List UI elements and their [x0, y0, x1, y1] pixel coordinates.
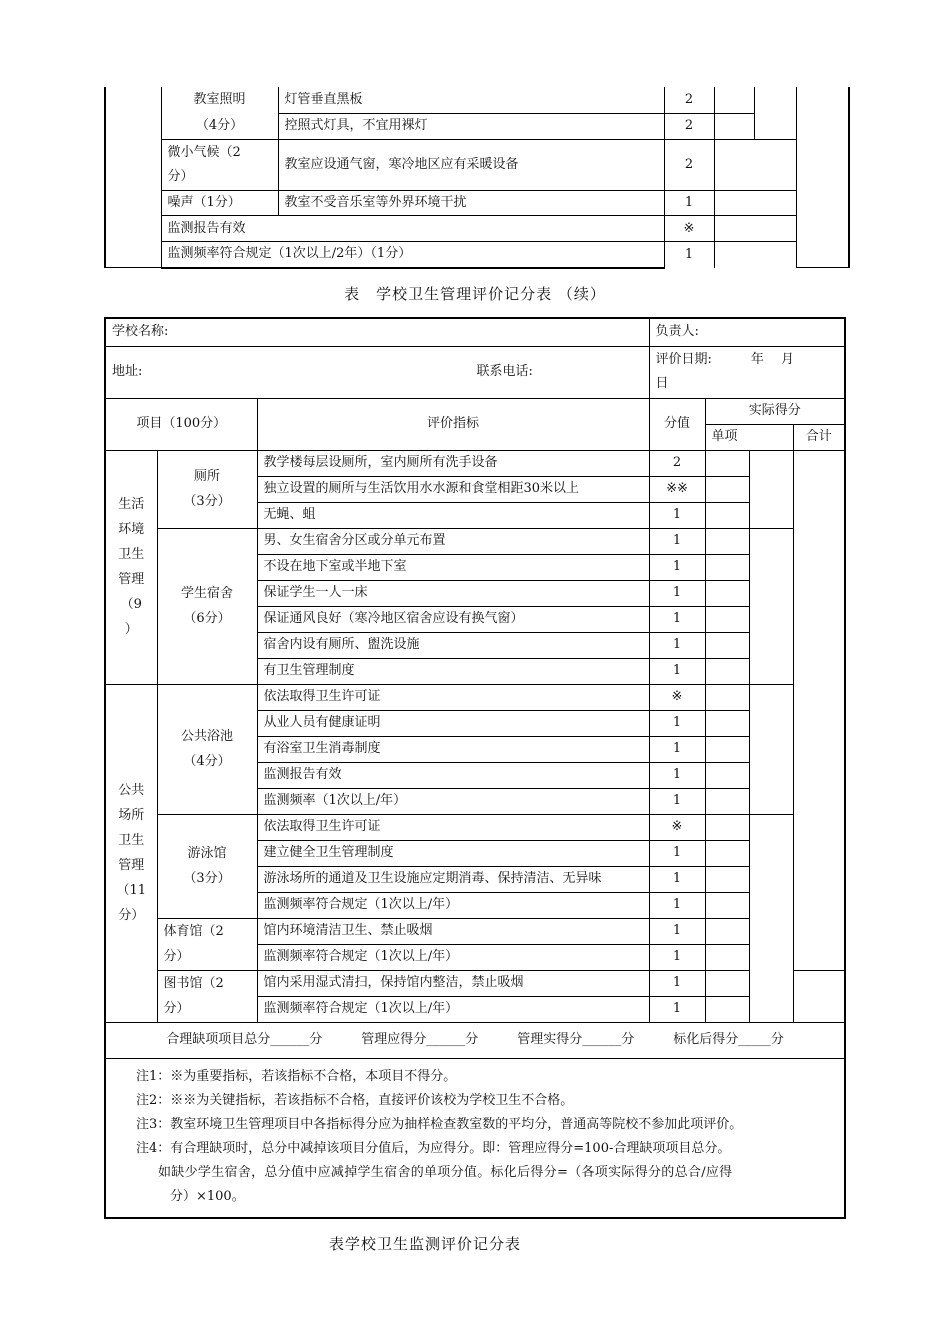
subtotal-cell: [749, 684, 793, 814]
indicator-score: 1: [649, 502, 705, 528]
group-name: 学生宿舍 （6分）: [157, 528, 257, 684]
col-single-header: 单项: [705, 424, 793, 450]
col-item-header: 项目（100分）: [105, 398, 257, 450]
top-row-single: [714, 87, 754, 113]
single-cell: [705, 814, 749, 840]
top-row-actual: [714, 191, 796, 216]
eval-date-label: 评价日期: 年 月 日: [649, 346, 845, 398]
top-row-actual: [714, 216, 796, 242]
note-2: 注2：※※为关键指标，若该指标不合格，直接评价该校为学校卫生不合格。: [136, 1092, 574, 1108]
top-row-indicator: 教室应设通气窗，寒冷地区应有采暖设备: [278, 140, 664, 191]
caption-title: 表 学校卫生管理评价记分表 （续）: [344, 285, 606, 303]
single-cell: [705, 528, 749, 554]
single-cell: [705, 554, 749, 580]
indicator-score: 1: [649, 944, 705, 970]
single-cell: [705, 970, 749, 996]
single-cell: [705, 866, 749, 892]
section-name: 公共 场所 卫生 管理 （11 分）: [105, 684, 157, 1022]
single-cell: [705, 996, 749, 1022]
indicator-score: 1: [649, 996, 705, 1022]
single-cell: [705, 476, 749, 502]
single-cell: [705, 944, 749, 970]
indicator-score: 1: [649, 866, 705, 892]
indicator-score: 1: [649, 970, 705, 996]
single-cell: [705, 710, 749, 736]
indicator-text: 独立设置的厕所与生活饮用水水源和食堂相距30米以上: [257, 476, 649, 502]
top-row-indicator: 灯管垂直黑板: [278, 87, 664, 113]
top-row-sub: 微小气候（2 分）: [161, 140, 278, 191]
note-3: 注3：教室环境卫生管理项目中各指标得分应为抽样检查教室数的平均分，普通高等院校不参加此项评价。: [136, 1116, 743, 1132]
address-label: 地址:: [112, 364, 143, 379]
note-1: 注1：※为重要指标，若该指标不合格，本项目不得分。: [136, 1068, 457, 1084]
indicator-text: 监测频率符合规定（1次以上/年）: [257, 892, 649, 918]
single-cell: [705, 580, 749, 606]
indicator-text: 游泳场所的通道及卫生设施应定期消毒、保持清洁、无异味: [257, 866, 649, 892]
top-row-score: 2: [664, 113, 714, 139]
subtotal-cell: [749, 814, 793, 1022]
indicator-text: 监测报告有效: [257, 762, 649, 788]
indicator-score: 1: [649, 736, 705, 762]
note-5: 如缺少学生宿舍，总分值中应减掉学生宿舍的单项分值。标化后得分=（各项实际得分的总合/应得: [158, 1164, 733, 1180]
indicator-text: 监测频率符合规定（1次以上/年）: [257, 944, 649, 970]
indicator-score: 1: [649, 658, 705, 684]
note-6: 分）×100。: [170, 1188, 245, 1204]
indicator-score: ※: [649, 684, 705, 710]
indicator-score: 2: [649, 450, 705, 476]
indicator-score: 1: [649, 788, 705, 814]
single-cell: [705, 918, 749, 944]
address-phone-row: [105, 346, 649, 398]
indicator-score: 1: [649, 632, 705, 658]
indicator-score: ※: [649, 814, 705, 840]
top-row-sub: 噪声（1分）: [161, 191, 278, 216]
top-section-cell: [105, 87, 161, 268]
single-cell: [705, 658, 749, 684]
top-row-score: 2: [664, 140, 714, 191]
indicator-text: 从业人员有健康证明: [257, 710, 649, 736]
indicator-text: 馆内采用湿式清扫，保持馆内整洁，禁止吸烟: [257, 970, 649, 996]
top-row-indicator: 教室不受音乐室等外界环境干扰: [278, 191, 664, 216]
single-cell: [705, 450, 749, 476]
col-score-header: 分值: [649, 398, 705, 450]
indicator-text: 建立健全卫生管理制度: [257, 840, 649, 866]
col-actual-header: 实际得分: [705, 398, 845, 424]
group-name: 厕所 （3分）: [157, 450, 257, 528]
indicator-text: 依法取得卫生许可证: [257, 684, 649, 710]
top-row-actual: [714, 242, 796, 268]
summary-row: 合理缺项项目总分______分 管理应得分______分 管理实得分______分 标化后得分_____分: [105, 1022, 845, 1058]
indicator-score: 1: [649, 528, 705, 554]
indicator-text: 有卫生管理制度: [257, 658, 649, 684]
top-row-score: ※: [664, 216, 714, 242]
single-cell: [705, 632, 749, 658]
top-row-sub: 监测频率符合规定（1次以上/2年）（1分）: [161, 242, 664, 268]
indicator-score: 1: [649, 762, 705, 788]
top-outer-cell: [796, 87, 849, 268]
indicator-text: 依法取得卫生许可证: [257, 814, 649, 840]
main-table: [104, 317, 846, 1219]
indicator-text: 监测频率（1次以上/年）: [257, 788, 649, 814]
single-cell: [705, 788, 749, 814]
section-name: 生活 环境 卫生 管理 （9 ）: [105, 450, 157, 684]
top-row-sub: 教室照明 （4分）: [161, 87, 278, 140]
indicator-score: 1: [649, 840, 705, 866]
top-row-indicator: 控照式灯具，不宜用裸灯: [278, 113, 664, 139]
col-indicator-header: 评价指标: [257, 398, 649, 450]
indicator-score: 1: [649, 606, 705, 632]
indicator-text: 不设在地下室或半地下室: [257, 554, 649, 580]
single-cell: [705, 892, 749, 918]
top-row-actual: [714, 140, 796, 191]
group-name: 图书馆（2 分）: [157, 970, 257, 1022]
single-cell: [705, 606, 749, 632]
indicator-score: 1: [649, 580, 705, 606]
indicator-text: 监测频率符合规定（1次以上/年）: [257, 996, 649, 1022]
col-total-header: 合计: [793, 424, 845, 450]
indicator-text: 教学楼每层设厕所，室内厕所有洗手设备: [257, 450, 649, 476]
top-row-sub: 监测报告有效: [161, 216, 664, 242]
phone-label: 联系电话:: [476, 364, 533, 379]
responsible-label: 负责人:: [649, 318, 845, 346]
top-row-single: [714, 113, 754, 139]
indicator-score: 1: [649, 892, 705, 918]
indicator-text: 无蝇、蛆: [257, 502, 649, 528]
subtotal-cell: [749, 450, 793, 528]
subtotal-cell: [749, 528, 793, 684]
group-name: 游泳馆 （3分）: [157, 814, 257, 918]
caption-next-table: 表学校卫生监测评价记分表: [328, 1235, 521, 1253]
indicator-text: 有浴室卫生消毒制度: [257, 736, 649, 762]
top-row-score: 1: [664, 242, 714, 268]
group-name: 公共浴池 （4分）: [157, 684, 257, 814]
indicator-score: 1: [649, 918, 705, 944]
indicator-text: 男、女生宿舍分区或分单元布置: [257, 528, 649, 554]
top-table: [104, 87, 850, 269]
single-cell: [705, 502, 749, 528]
single-cell: [705, 684, 749, 710]
indicator-score: ※※: [649, 476, 705, 502]
notes-cell: [105, 1058, 845, 1218]
top-row-score: 2: [664, 87, 714, 113]
indicator-score: 1: [649, 710, 705, 736]
indicator-score: 1: [649, 554, 705, 580]
indicator-text: 保证学生一人一床: [257, 580, 649, 606]
top-row-total: [754, 87, 796, 140]
indicator-text: 保证通风良好（寒冷地区宿舍应设有换气窗）: [257, 606, 649, 632]
single-cell: [705, 840, 749, 866]
group-name: 体育馆（2 分）: [157, 918, 257, 970]
top-row-score: 1: [664, 191, 714, 216]
single-cell: [705, 762, 749, 788]
single-cell: [705, 736, 749, 762]
school-name-label: 学校名称:: [105, 318, 649, 346]
total-cell: [793, 450, 845, 970]
indicator-text: 宿舍内设有厕所、盥洗设施: [257, 632, 649, 658]
indicator-text: 馆内环境清洁卫生、禁止吸烟: [257, 918, 649, 944]
note-4: 注4：有合理缺项时，总分中减掉该项目分值后，为应得分。即：管理应得分=100-合理缺项项目总分。: [136, 1140, 731, 1156]
